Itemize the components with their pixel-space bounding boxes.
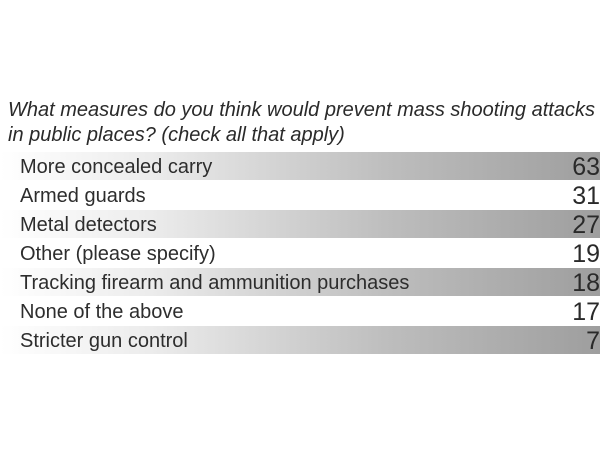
value-label: 7 [586, 327, 600, 355]
survey-results-chart [0, 98, 600, 355]
category-label: Stricter gun control [20, 330, 188, 352]
result-row [0, 297, 600, 325]
value-label: 63 [572, 153, 600, 181]
value-label: 19 [572, 240, 600, 268]
result-row [0, 181, 600, 209]
result-row [0, 152, 600, 180]
chart-title: What measures do you think would prevent mass shooting attacks in public places? (check all that apply) [8, 99, 595, 146]
value-label: 27 [572, 211, 600, 239]
category-label: Armed guards [20, 185, 146, 207]
results-list [0, 152, 600, 354]
category-label: Other (please specify) [20, 243, 216, 265]
category-label: More concealed carry [20, 156, 213, 178]
result-row [0, 210, 600, 238]
value-label: 17 [572, 298, 600, 326]
category-label: Tracking firearm and ammunition purchases [20, 272, 410, 294]
value-label: 31 [572, 182, 600, 210]
value-label: 18 [572, 269, 600, 297]
result-row [0, 326, 600, 354]
result-row [0, 239, 600, 267]
category-label: None of the above [20, 301, 184, 323]
category-label: Metal detectors [20, 214, 157, 236]
result-row [0, 268, 600, 296]
